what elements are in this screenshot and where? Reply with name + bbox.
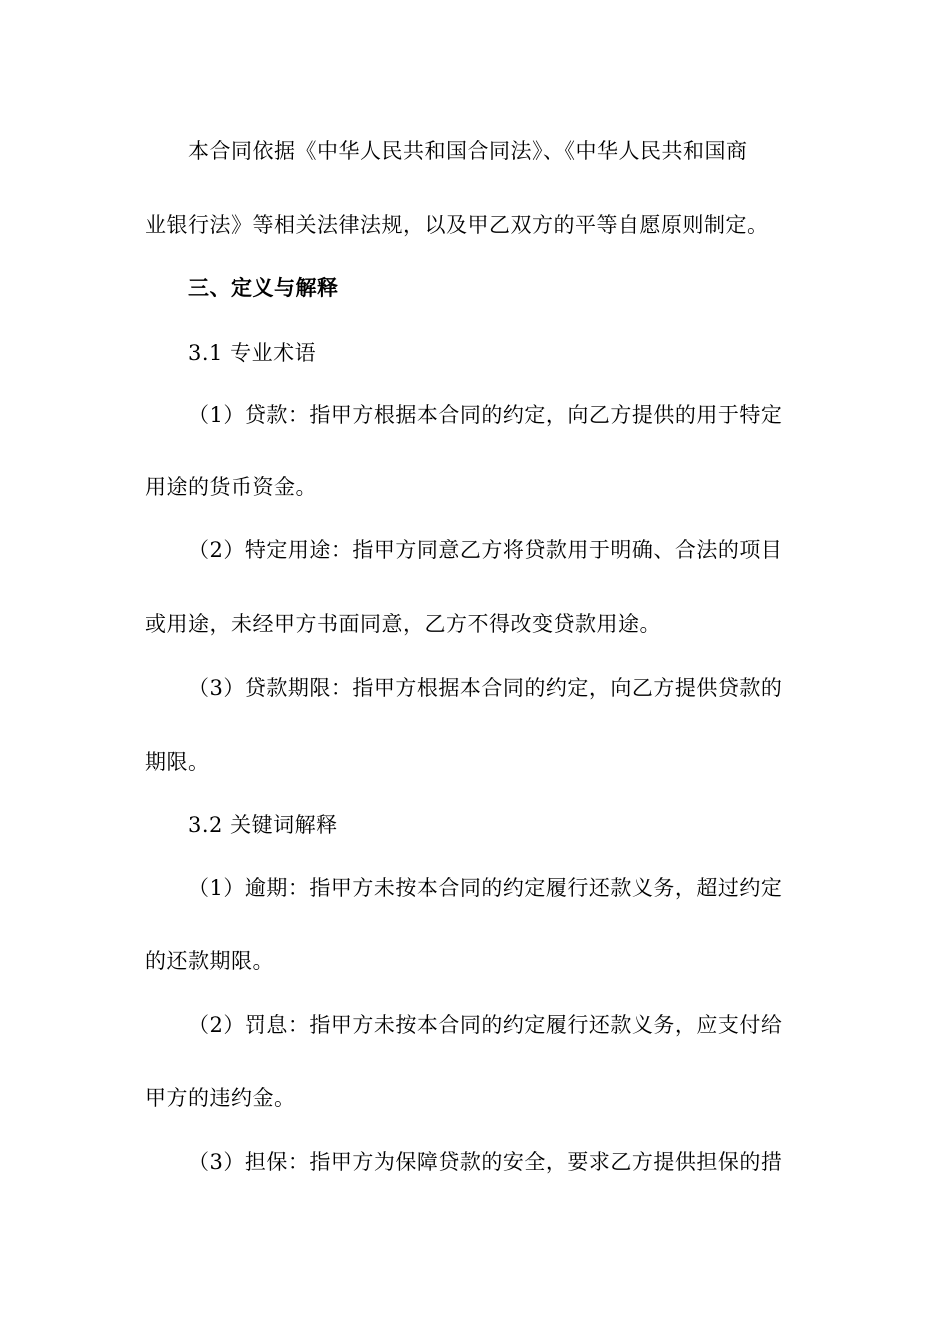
subsection-heading: 3.1 专业术语: [188, 341, 317, 365]
section-heading: 三、定义与解释: [188, 275, 339, 300]
paragraph-line: （1）贷款：指甲方根据本合同的约定，向乙方提供的用于特定: [188, 403, 783, 427]
paragraph-line: 或用途，未经甲方书面同意，乙方不得改变贷款用途。: [145, 612, 661, 636]
paragraph-line: （3）担保：指甲方为保障贷款的安全，要求乙方提供担保的措: [188, 1150, 783, 1174]
paragraph-line: 的还款期限。: [145, 949, 274, 973]
paragraph-line: （2）罚息：指甲方未按本合同的约定履行还款义务，应支付给: [188, 1013, 783, 1037]
paragraph-line: 期限。: [145, 750, 210, 774]
paragraph-line: （3）贷款期限：指甲方根据本合同的约定，向乙方提供贷款的: [188, 676, 783, 700]
paragraph-line: （2）特定用途：指甲方同意乙方将贷款用于明确、合法的项目: [188, 538, 783, 562]
paragraph-line: 甲方的违约金。: [145, 1086, 296, 1110]
paragraph-line: 本合同依据《中华人民共和国合同法》、《中华人民共和国商: [188, 139, 748, 163]
paragraph-line: 用途的货币资金。: [145, 475, 317, 499]
paragraph-line: （1）逾期：指甲方未按本合同的约定履行还款义务，超过约定: [188, 876, 783, 900]
paragraph-line: 业银行法》等相关法律法规，以及甲乙双方的平等自愿原则制定。: [145, 213, 769, 237]
subsection-heading: 3.2 关键词解释: [188, 813, 338, 837]
